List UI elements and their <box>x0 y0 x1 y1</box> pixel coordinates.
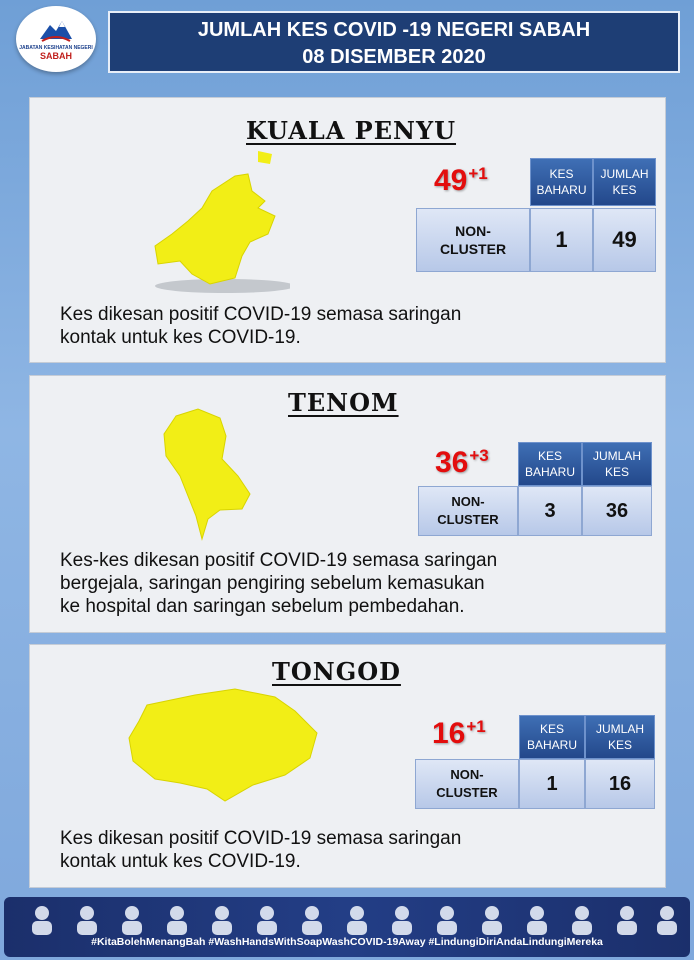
case-total-value: 16 <box>432 717 466 750</box>
case-increase: +3 <box>469 446 489 465</box>
header-total-line2: KES <box>612 183 637 197</box>
district-title: TONGOD <box>272 657 401 686</box>
header-new-cases <box>519 715 585 759</box>
district-panel-tenom <box>29 375 666 633</box>
category-cell <box>418 486 518 536</box>
desc-line1: Kes dikesan positif COVID-19 semasa saringan <box>60 828 462 849</box>
header-new-cases <box>530 158 593 206</box>
header-total-line1: JUMLAH <box>592 449 641 463</box>
header-total-line2: KES <box>607 738 632 752</box>
campaign-hashtags: #KitaBolehMenangBah #WashHandsWithSoapWashCOVID-19Away #LindungiDiriAndaLindungiMereka <box>91 936 603 948</box>
title-banner <box>108 11 680 73</box>
report-date: 08 DISEMBER 2020 <box>302 46 486 68</box>
total-cases-cell: 16 <box>585 759 655 809</box>
category-line1: NON- <box>451 494 485 509</box>
category-line1: NON- <box>450 767 484 782</box>
district-map-kuala-penyu-icon <box>140 146 290 296</box>
district-title: TENOM <box>288 388 399 417</box>
district-panel-kuala-penyu <box>29 97 666 363</box>
desc-line2: kontak untuk kes COVID-19. <box>60 327 301 348</box>
category-line2: CLUSTER <box>437 512 499 527</box>
case-increase: +1 <box>466 717 486 736</box>
category-line2: CLUSTER <box>436 785 498 800</box>
state-health-logo <box>16 6 96 72</box>
header-new-line2: BAHARU <box>536 183 587 197</box>
header-total-line1: JUMLAH <box>600 167 649 181</box>
new-cases-cell: 3 <box>518 486 582 536</box>
case-description <box>60 827 461 873</box>
desc-line1: Kes dikesan positif COVID-19 semasa saringan <box>60 304 462 325</box>
case-total <box>434 164 488 198</box>
header-total-cases <box>585 715 655 759</box>
case-description <box>60 549 497 618</box>
case-total-value: 49 <box>434 164 468 197</box>
category-cell <box>415 759 519 809</box>
district-map-tenom-icon <box>158 404 258 544</box>
case-increase: +1 <box>468 164 488 183</box>
logo-text: SABAH <box>39 51 72 61</box>
case-description <box>60 303 461 349</box>
header-new-line1: KES <box>537 449 562 463</box>
total-cases-cell: 49 <box>593 208 656 272</box>
case-total <box>435 446 489 480</box>
desc-line2: kontak untuk kes COVID-19. <box>60 851 301 872</box>
mountain-icon <box>38 17 74 43</box>
new-cases-cell: 1 <box>530 208 593 272</box>
category-cell <box>416 208 530 272</box>
district-map-tongod-icon <box>125 683 325 803</box>
header-new-line2: BAHARU <box>526 738 577 752</box>
desc-line2: bergejala, saringan pengiring sebelum kemasukan <box>60 573 485 594</box>
desc-line3: ke hospital dan saringan sebelum pembedahan. <box>60 596 465 617</box>
header-new-line2: BAHARU <box>524 465 575 479</box>
header-new-cases <box>518 442 582 486</box>
desc-line1: Kes-kes dikesan positif COVID-19 semasa saringan <box>60 550 498 571</box>
header-total-line2: KES <box>604 465 629 479</box>
frontliner-footer <box>4 897 690 957</box>
page-title: JUMLAH KES COVID -19 NEGERI SABAH <box>197 19 591 41</box>
frontliner-figures-icon <box>12 901 682 935</box>
header-new-line1: KES <box>549 167 574 181</box>
header-new-line1: KES <box>539 722 564 736</box>
category-line2: CLUSTER <box>439 241 507 257</box>
category-line1: NON- <box>455 223 491 239</box>
header-total-cases <box>593 158 656 206</box>
case-total <box>432 717 486 751</box>
case-total-value: 36 <box>435 446 469 479</box>
header-total-cases <box>582 442 652 486</box>
district-panel-tongod <box>29 644 666 888</box>
total-cases-cell: 36 <box>582 486 652 536</box>
district-title: KUALA PENYU <box>246 116 457 145</box>
header-total-line1: JUMLAH <box>595 722 644 736</box>
logo-org-text: JABATAN KESIHATAN NEGERI <box>19 45 93 51</box>
new-cases-cell: 1 <box>519 759 585 809</box>
